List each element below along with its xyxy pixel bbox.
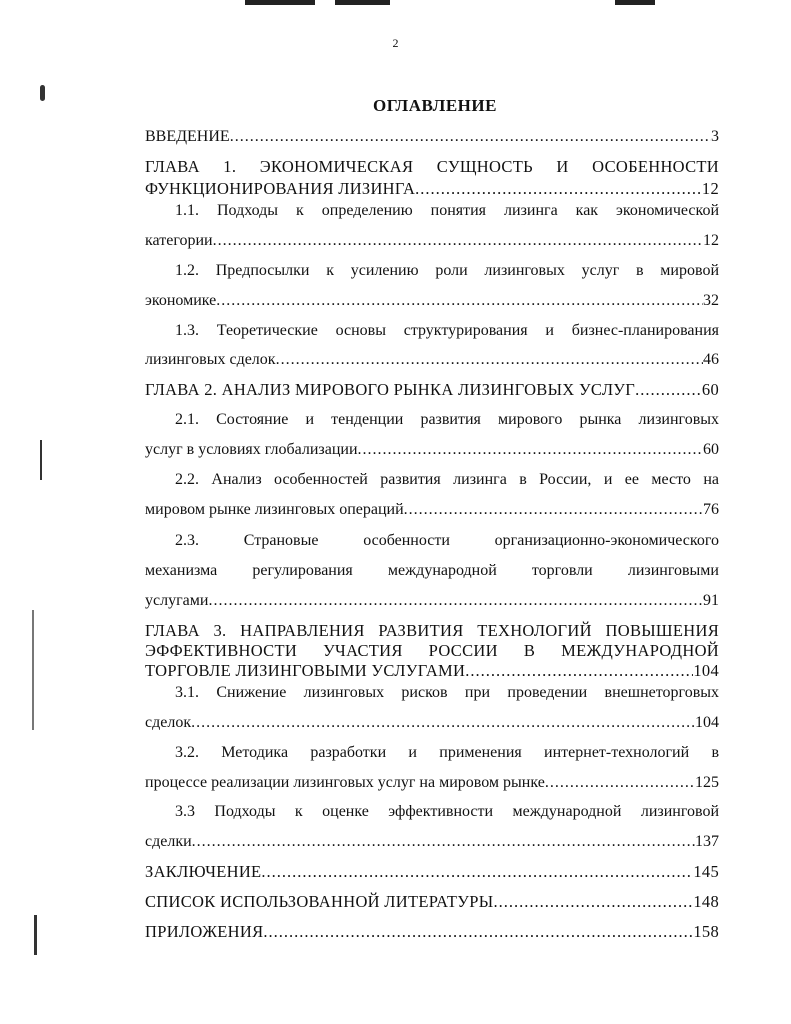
toc-title: ОГЛАВЛЕНИЕ [373, 96, 497, 115]
toc-entry-1-2[interactable]: 1.2. Предпосылки к усилению роли лизинговых услуг в мировой [175, 262, 719, 279]
page-ref: 76 [703, 501, 719, 518]
page-ref: 158 [693, 922, 719, 941]
binding-mark [32, 610, 34, 730]
toc-entry-2-2[interactable]: 2.2. Анализ особенностей развития лизинга в России, и ее место на [175, 471, 719, 488]
toc-entry-2-2-cont[interactable]: мировом рынке лизинговых операций ..... 76 [145, 500, 719, 520]
toc-entry-3-3-cont[interactable]: сделки ..... 137 [145, 832, 719, 852]
binding-mark [34, 915, 37, 955]
page-ref: 3 [711, 128, 719, 145]
page-ref: 148 [693, 892, 719, 911]
binding-mark [40, 440, 42, 480]
page-ref: 137 [695, 833, 719, 850]
toc-entry-2-1-cont[interactable]: услуг в условиях глобализации ..... 60 [145, 440, 719, 460]
toc-entry-references[interactable]: СПИСОК ИСПОЛЬЗОВАННОЙ ЛИТЕРАТУРЫ ..... 148 [145, 892, 719, 912]
scan-artifact-top [245, 0, 315, 5]
toc-entry-1-1-cont[interactable]: категории ..... 12 [145, 231, 719, 251]
toc-entry-1-3-cont[interactable]: лизинговых сделок ..... 46 [145, 350, 719, 370]
toc-entry-1-2-cont[interactable]: экономике ..... 32 [145, 291, 719, 311]
scan-artifact-top [615, 0, 655, 5]
toc-entry-conclusion[interactable]: ЗАКЛЮЧЕНИЕ ..... 145 [145, 862, 719, 882]
toc-entry-1-1[interactable]: 1.1. Подходы к определению понятия лизинга как экономической [175, 202, 719, 219]
page-ref: 60 [701, 380, 719, 399]
toc-entry-3-2[interactable]: 3.2. Методика разработки и применения интернет-технологий в [175, 744, 719, 761]
page-ref: 46 [703, 351, 719, 368]
page-ref: 12 [701, 179, 719, 198]
toc-entry-chapter-1[interactable]: ГЛАВА 1. ЭКОНОМИЧЕСКАЯ СУЩНОСТЬ И ОСОБЕННОСТИ [145, 157, 719, 176]
toc-entry-3-2-cont[interactable]: процессе реализации лизинговых услуг на мировом рынке ..... 125 [145, 773, 719, 793]
page-ref: 104 [693, 661, 719, 680]
toc-entry-3-3[interactable]: 3.3 Подходы к оценке эффективности международной лизинговой [175, 803, 719, 820]
toc-entry-3-1[interactable]: 3.1. Снижение лизинговых рисков при проведении внешнеторговых [175, 684, 719, 701]
toc-entry-intro[interactable]: ВВЕДЕНИЕ ..... 3 [145, 127, 719, 147]
toc-entry-chapter-3[interactable]: ГЛАВА 3. НАПРАВЛЕНИЯ РАЗВИТИЯ ТЕХНОЛОГИЙ ПОВЫШЕНИЯ [145, 621, 719, 640]
page-ref: 145 [693, 862, 719, 881]
toc-entry-3-1-cont[interactable]: сделок ..... 104 [145, 713, 719, 733]
toc-entry-appendices[interactable]: ПРИЛОЖЕНИЯ ..... 158 [145, 922, 719, 942]
toc-entry-chapter-2[interactable]: ГЛАВА 2. АНАЛИЗ МИРОВОГО РЫНКА ЛИЗИНГОВЫХ УСЛУГ ..... 60 [145, 380, 719, 400]
page-ref: 32 [703, 292, 719, 309]
toc-entry-2-1[interactable]: 2.1. Состояние и тенденции развития мирового рынка лизинговых [175, 411, 719, 428]
toc-entry-2-3[interactable]: 2.3. Страновые особенности организационно-экономического [175, 532, 719, 549]
toc-entry-chapter-3-cont2[interactable]: ТОРГОВЛЕ ЛИЗИНГОВЫМИ УСЛУГАМИ ..... 104 [145, 661, 719, 681]
page-number: 2 [392, 36, 399, 50]
toc-entry-2-3-cont2[interactable]: услугами ..... 91 [145, 591, 719, 611]
toc-entry-chapter-1-cont[interactable]: ФУНКЦИОНИРОВАНИЯ ЛИЗИНГА ..... 12 [145, 179, 719, 199]
toc-entry-2-3-cont[interactable]: механизма регулирования международной торговли лизинговыми [145, 562, 719, 579]
toc-entry-1-3[interactable]: 1.3. Теоретические основы структурирования и бизнес-планирования [175, 322, 719, 339]
toc-entry-chapter-3-cont[interactable]: ЭФФЕКТИВНОСТИ УЧАСТИЯ РОССИИ В МЕЖДУНАРОДНОЙ [145, 641, 719, 660]
page-ref: 60 [703, 441, 719, 458]
page-ref: 91 [703, 592, 719, 609]
page-ref: 12 [703, 232, 719, 249]
page-ref: 125 [695, 774, 719, 791]
scan-artifact-top [335, 0, 390, 5]
page-ref: 104 [695, 714, 719, 731]
